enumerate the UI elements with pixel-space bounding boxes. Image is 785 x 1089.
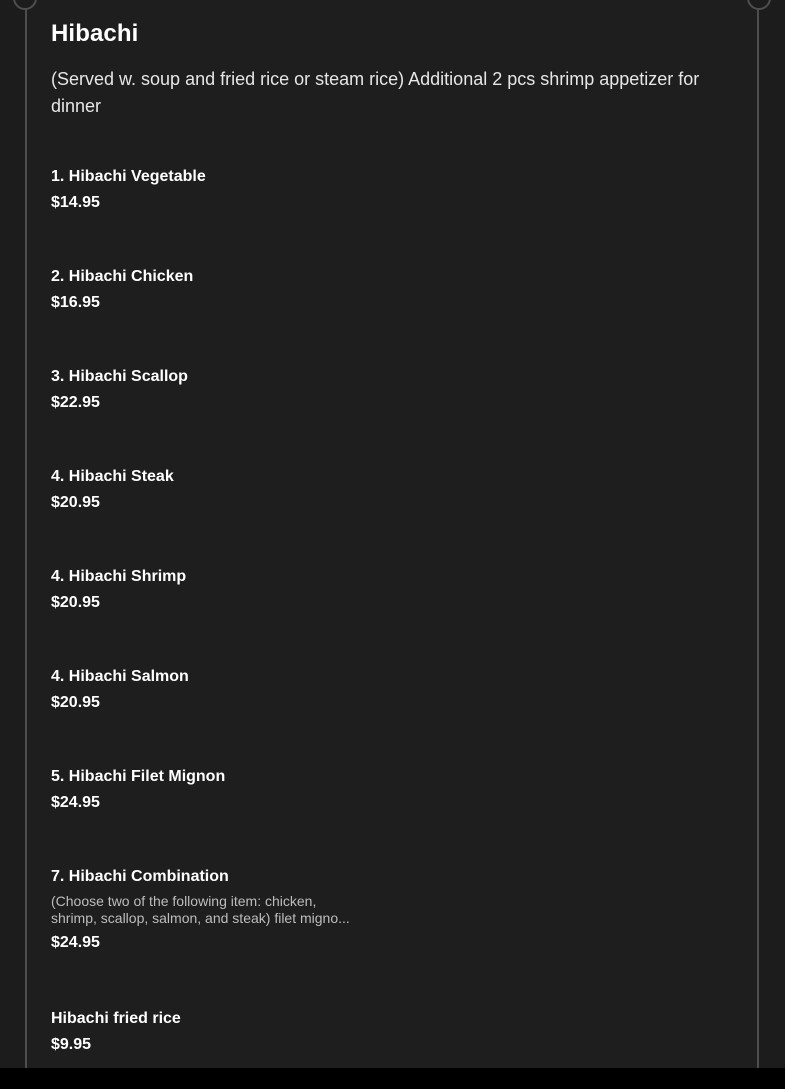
- menu-item-hibachi-fried-rice[interactable]: [51, 1009, 731, 1055]
- menu-item-price: $22.95: [51, 394, 100, 411]
- section-description: (Served w. soup and fried rice or steam rice) Additional 2 pcs shrimp appetizer for dinner: [51, 69, 700, 116]
- menu-item-name: 2. Hibachi Chicken: [51, 268, 194, 285]
- card-corner-ornament-left: [13, 0, 37, 10]
- menu-item-name: Hibachi fried rice: [51, 1010, 181, 1027]
- menu-item-price: $9.95: [51, 1036, 92, 1053]
- menu-item-name: 1. Hibachi Vegetable: [51, 168, 206, 185]
- menu-item-name: 7. Hibachi Combination: [51, 868, 229, 885]
- menu-item-name: 3. Hibachi Scallop: [51, 368, 188, 385]
- menu-item-hibachi-filet-mignon[interactable]: [51, 767, 731, 813]
- menu-section-card: [25, 0, 759, 1068]
- menu-item-hibachi-salmon[interactable]: [51, 667, 731, 713]
- menu-item-hibachi-steak[interactable]: [51, 467, 731, 513]
- menu-item-price: $16.95: [51, 294, 100, 311]
- menu-item-name: 4. Hibachi Steak: [51, 468, 174, 485]
- section-title: Hibachi: [51, 20, 139, 47]
- menu-item-price: $24.95: [51, 934, 100, 951]
- menu-item-name: 4. Hibachi Shrimp: [51, 568, 187, 585]
- menu-item-hibachi-chicken[interactable]: [51, 267, 731, 313]
- menu-item-price: $20.95: [51, 494, 100, 511]
- menu-item-price: $14.95: [51, 194, 100, 211]
- menu-item-price: $24.95: [51, 794, 100, 811]
- menu-item-name: 4. Hibachi Salmon: [51, 668, 189, 685]
- menu-item-price: $20.95: [51, 694, 100, 711]
- card-corner-ornament-right: [747, 0, 771, 10]
- menu-item-hibachi-scallop[interactable]: [51, 367, 731, 413]
- bottom-bar: [0, 1068, 785, 1089]
- menu-item-hibachi-shrimp[interactable]: [51, 567, 731, 613]
- menu-item-hibachi-vegetable[interactable]: [51, 167, 731, 213]
- menu-item-hibachi-combination[interactable]: [51, 867, 731, 953]
- menu-item-name: 5. Hibachi Filet Mignon: [51, 768, 226, 785]
- menu-item-price: $20.95: [51, 594, 100, 611]
- menu-item-description: (Choose two of the following item: chicken, shrimp, scallop, salmon, and steak) filet migno...: [51, 893, 350, 926]
